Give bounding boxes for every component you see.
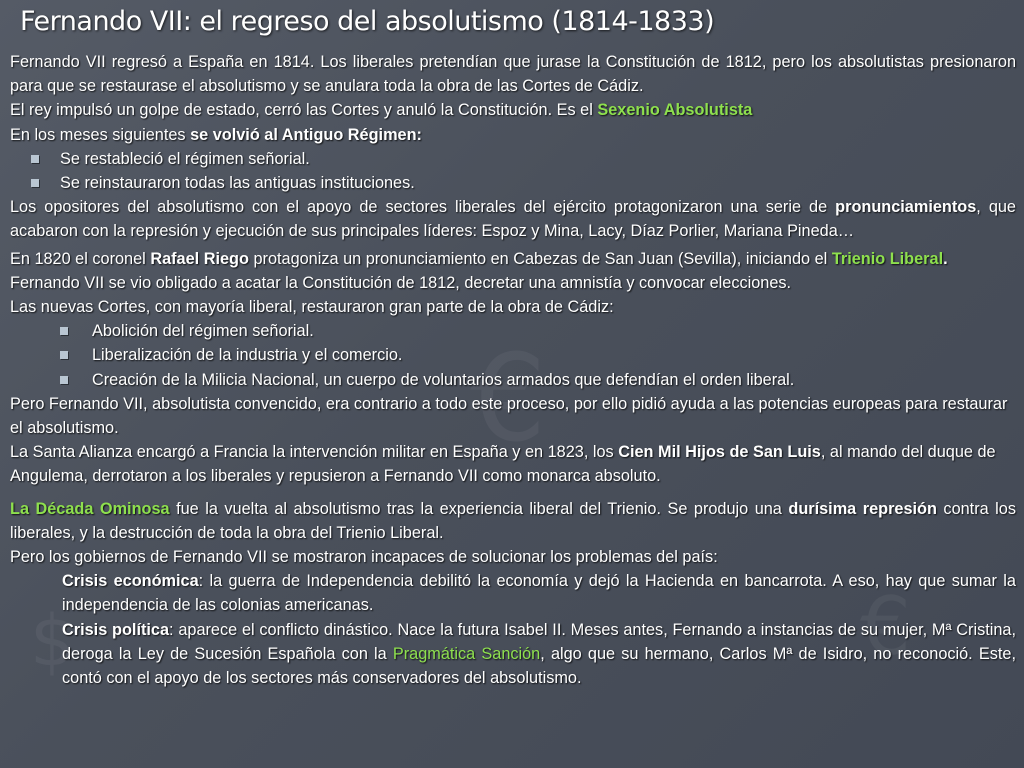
list-item: Abolición del régimen señorial. bbox=[10, 319, 1016, 343]
background-euro-symbol: € bbox=[470, 330, 547, 469]
background-dollar-symbol: $ bbox=[30, 600, 75, 682]
paragraph-decada-ominosa: La Década Ominosa fue la vuelta al absolutismo tras la experiencia liberal del Trienio. Se produjo una durísima represión contra los liberales, y la destrucción de toda la obra del Trienio Liberal. bbox=[10, 499, 1016, 542]
term-trienio-liberal: Trienio Liberal bbox=[831, 249, 944, 268]
paragraph-crisis-economica: Crisis económica: la guerra de Independencia debilitó la economía y dejó la Hacienda en bancarrota. A eso, hay que sumar la independencia de las colonias americanas. bbox=[62, 572, 1016, 615]
paragraph-problems: Pero los gobiernos de Fernando VII se mostraron incapaces de solucionar los problemas del país: bbox=[10, 548, 718, 567]
term-decada-ominosa: La Década Ominosa bbox=[10, 499, 170, 518]
paragraph-fernando-opposed: Pero Fernando VII, absolutista convencido, era contrario a todo este proceso, por ello pidió ayuda a las potencias europeas para restaurar el absolutismo. bbox=[10, 394, 1008, 438]
list-item: Creación de la Milicia Nacional, un cuerpo de voluntarios armados que defendían el orden liberal. bbox=[10, 368, 1016, 392]
square-bullet-icon bbox=[60, 376, 68, 384]
paragraph-coup: El rey impulsó un golpe de estado, cerró las Cortes y anuló la Constitución. Es el Sexenio Absolutista bbox=[10, 101, 753, 120]
section-decada-ominosa bbox=[10, 497, 1016, 691]
background-euro-symbol-2: € bbox=[860, 580, 911, 673]
paragraph-riego: En 1820 el coronel Rafael Riego protagoniza un pronunciamiento en Cabezas de San Juan (Sevilla), iniciando el Trienio Liberal. bbox=[10, 249, 948, 268]
section-trienio bbox=[10, 247, 1016, 489]
paragraph-pronunciamientos: Los opositores del absolutismo con el apoyo de sectores liberales del ejército protagonizaron una serie de pronunciamientos, que acabaron con la represión y ejecución de sus principales líderes: Espoz y Mina, Lacy, Díaz Porlier, Mariana Pineda… bbox=[10, 198, 1016, 241]
term-pragmatica-sancion: Pragmática Sanción bbox=[392, 644, 541, 663]
list-item: Se reinstauraron todas las antiguas instituciones. bbox=[10, 171, 1016, 195]
list-item: Se restableció el régimen señorial. bbox=[10, 147, 1016, 171]
list-item: Liberalización de la industria y el comercio. bbox=[10, 343, 1016, 367]
square-bullet-icon bbox=[31, 179, 39, 187]
slide-title: Fernando VII: el regreso del absolutismo (1814-1833) bbox=[20, 6, 715, 37]
square-bullet-icon bbox=[31, 155, 39, 163]
square-bullet-icon bbox=[60, 327, 68, 335]
paragraph-antiguo-regimen: En los meses siguientes se volvió al Antiguo Régimen: bbox=[10, 125, 422, 144]
paragraph-santa-alianza: La Santa Alianza encargó a Francia la intervención militar en España y en 1823, los Cien Mil Hijos de San Luis, al mando del duque de Angulema, derrotaron a los liberales y repusieron a Fernando VII como monarca absoluto. bbox=[10, 443, 996, 486]
slide-content bbox=[10, 50, 1016, 690]
paragraph-crisis-politica: Crisis política: aparece el conflicto dinástico. Nace la futura Isabel II. Meses antes, Fernando a instancias de su mujer, Mª Cristina, deroga la Ley de Sucesión Española con la Pragmática Sanción, algo que su hermano, Carlos Mª de Isidro, no reconoció. Este, contó con el apoyo de los sectores más conservadores del absolutismo. bbox=[62, 620, 1016, 688]
paragraph-return: Fernando VII regresó a España en 1814. Los liberales pretendían que jurase la Constitución de 1812, pero los absolutistas presionaron para que se restaurase el absolutismo y se anulara toda la obra de las Cortes de Cádiz. bbox=[10, 53, 1016, 96]
paragraph-constitution: Fernando VII se vio obligado a acatar la Constitución de 1812, decretar una amnistía y convocar elecciones. bbox=[10, 273, 792, 292]
paragraph-new-cortes: Las nuevas Cortes, con mayoría liberal, restauraron gran parte de la obra de Cádiz: bbox=[10, 298, 614, 317]
square-bullet-icon bbox=[60, 351, 68, 359]
term-sexenio-absolutista: Sexenio Absolutista bbox=[597, 101, 753, 120]
